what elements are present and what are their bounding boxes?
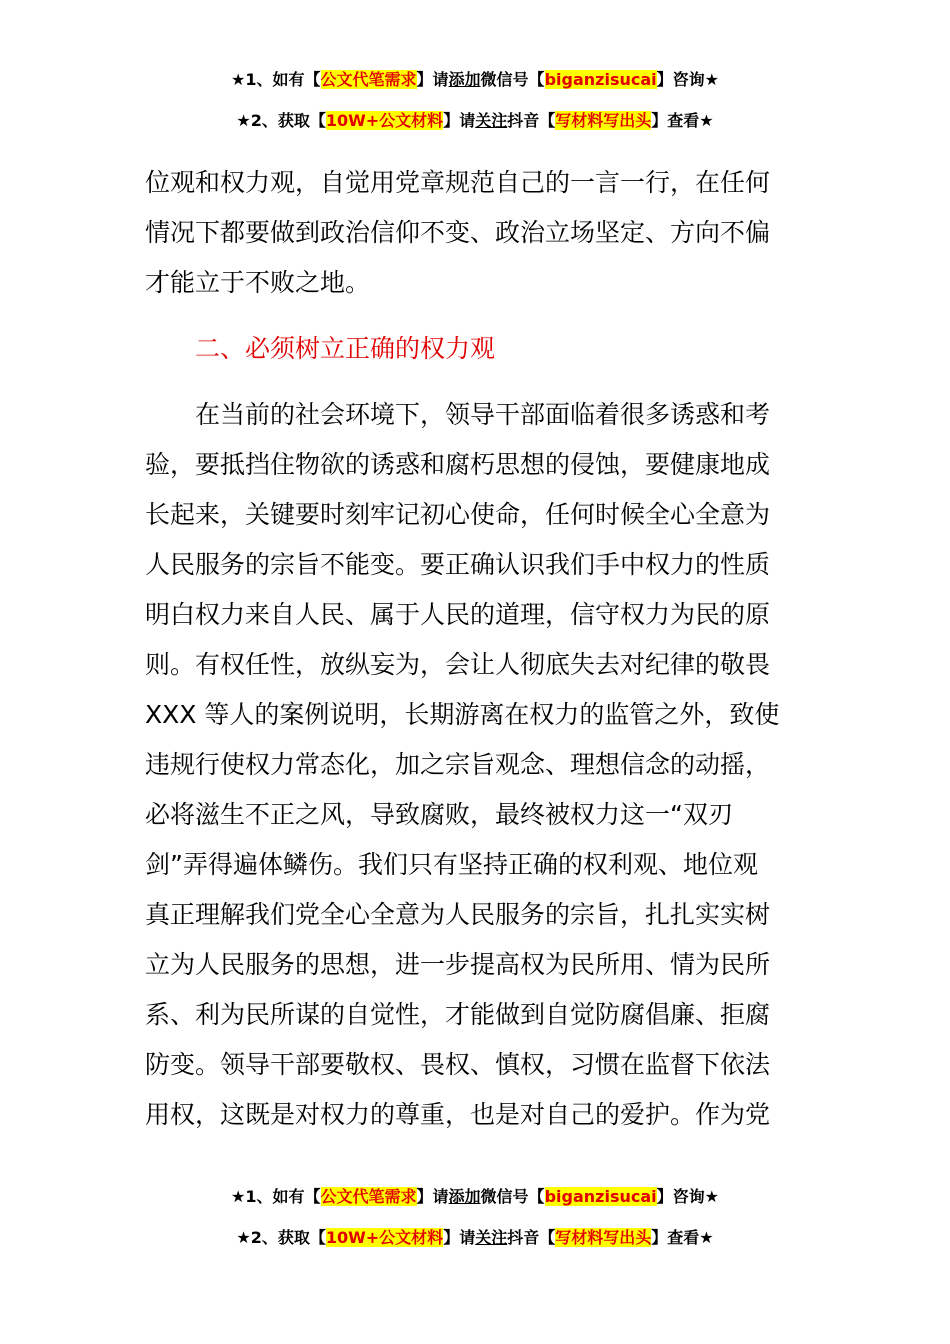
promo-douyin-id: 写材料写出头: [555, 1228, 652, 1247]
promo-emphasis: 添加: [448, 1187, 481, 1206]
promo-highlight: 公文代笔需求: [320, 70, 417, 89]
promo-text: 微信号【: [480, 1187, 545, 1206]
text-line: 情况下都要做到政治信仰不变、政治立场坚定、方向不偏: [145, 218, 771, 247]
heading-text: 二、必须树立正确的权力观: [195, 334, 496, 363]
promo-douyin-id: 写材料写出头: [555, 111, 652, 130]
promo-highlight: 10W+公文材料: [325, 111, 444, 130]
promo-highlight: 公文代笔需求: [320, 1187, 417, 1206]
promo-text: 】请: [443, 1228, 476, 1247]
text-line: 明白权力来自人民、属于人民的道理，信守权力为民的原: [145, 600, 771, 629]
promo-emphasis: 关注: [475, 1228, 508, 1247]
text-line: 则。有权任性，放纵妄为，会让人彻底失去对纪律的敬畏: [145, 650, 771, 679]
text-line: 系、利为民所谋的自觉性，才能做到自觉防腐倡廉、拒腐: [145, 1000, 771, 1029]
star-icon: ★: [236, 1228, 251, 1247]
promo-text: 2、获取【: [250, 1228, 326, 1247]
footer-promo-line-1: [0, 1185, 950, 1209]
promo-text: 2、获取【: [250, 111, 326, 130]
text-line: 人民服务的宗旨不能变。要正确认识我们手中权力的性质: [145, 550, 771, 579]
header-promo-line-1: [0, 68, 950, 92]
promo-text: 】咨询★: [656, 1187, 719, 1206]
promo-highlight: 10W+公文材料: [325, 1228, 444, 1247]
text-line: XXX 等人的案例说明，长期游离在权力的监管之外，致使: [145, 700, 780, 729]
star-icon: ★: [231, 1187, 246, 1206]
text-line: 剑”弄得遍体鳞伤。我们只有坚持正确的权利观、地位观: [145, 850, 758, 879]
star-icon: ★: [231, 70, 246, 89]
text-line: 违规行使权力常态化，加之宗旨观念、理想信念的动摇，: [145, 750, 771, 779]
promo-text: 】请: [416, 1187, 449, 1206]
text-line: 在当前的社会环境下，领导干部面临着很多诱惑和考: [195, 400, 771, 429]
promo-wechat-id: biganzisucai: [544, 70, 657, 89]
text-line: 长起来，关键要时刻牢记初心使命，任何时候全心全意为: [145, 500, 771, 529]
promo-emphasis: 添加: [448, 70, 481, 89]
paragraph-continuation: [145, 158, 825, 308]
promo-text: 】查看★: [651, 1228, 714, 1247]
section-heading: [145, 324, 825, 374]
promo-text: 】请: [443, 111, 476, 130]
text-line: 立为人民服务的思想，进一步提高权为民所用、情为民所: [145, 950, 771, 979]
promo-text: 抖音【: [507, 1228, 556, 1247]
text-line: 必将滋生不正之风，导致腐败，最终被权力这一“双刃: [145, 800, 733, 829]
footer-promo-line-2: [0, 1226, 950, 1250]
promo-text: 1、如有【: [245, 1187, 321, 1206]
text-line: 防变。领导干部要敬权、畏权、慎权，习惯在监督下依法: [145, 1050, 771, 1079]
paragraph: [145, 390, 825, 1140]
promo-emphasis: 关注: [475, 111, 508, 130]
promo-text: 微信号【: [480, 70, 545, 89]
header-promo-line-2: [0, 109, 950, 133]
text-line: 验，要抵挡住物欲的诱惑和腐朽思想的侵蚀，要健康地成: [145, 450, 771, 479]
document-body: [145, 158, 825, 1140]
promo-wechat-id: biganzisucai: [544, 1187, 657, 1206]
text-line: 真正理解我们党全心全意为人民服务的宗旨，扎扎实实树: [145, 900, 771, 929]
text-line: 位观和权力观，自觉用党章规范自己的一言一行，在任何: [145, 168, 771, 197]
promo-text: 】查看★: [651, 111, 714, 130]
promo-text: 抖音【: [507, 111, 556, 130]
promo-text: 】咨询★: [656, 70, 719, 89]
star-icon: ★: [236, 111, 251, 130]
text-line: 用权，这既是对权力的尊重，也是对自己的爱护。作为党: [145, 1100, 771, 1129]
promo-text: 】请: [416, 70, 449, 89]
promo-text: 1、如有【: [245, 70, 321, 89]
text-line: 才能立于不败之地。: [145, 268, 371, 297]
